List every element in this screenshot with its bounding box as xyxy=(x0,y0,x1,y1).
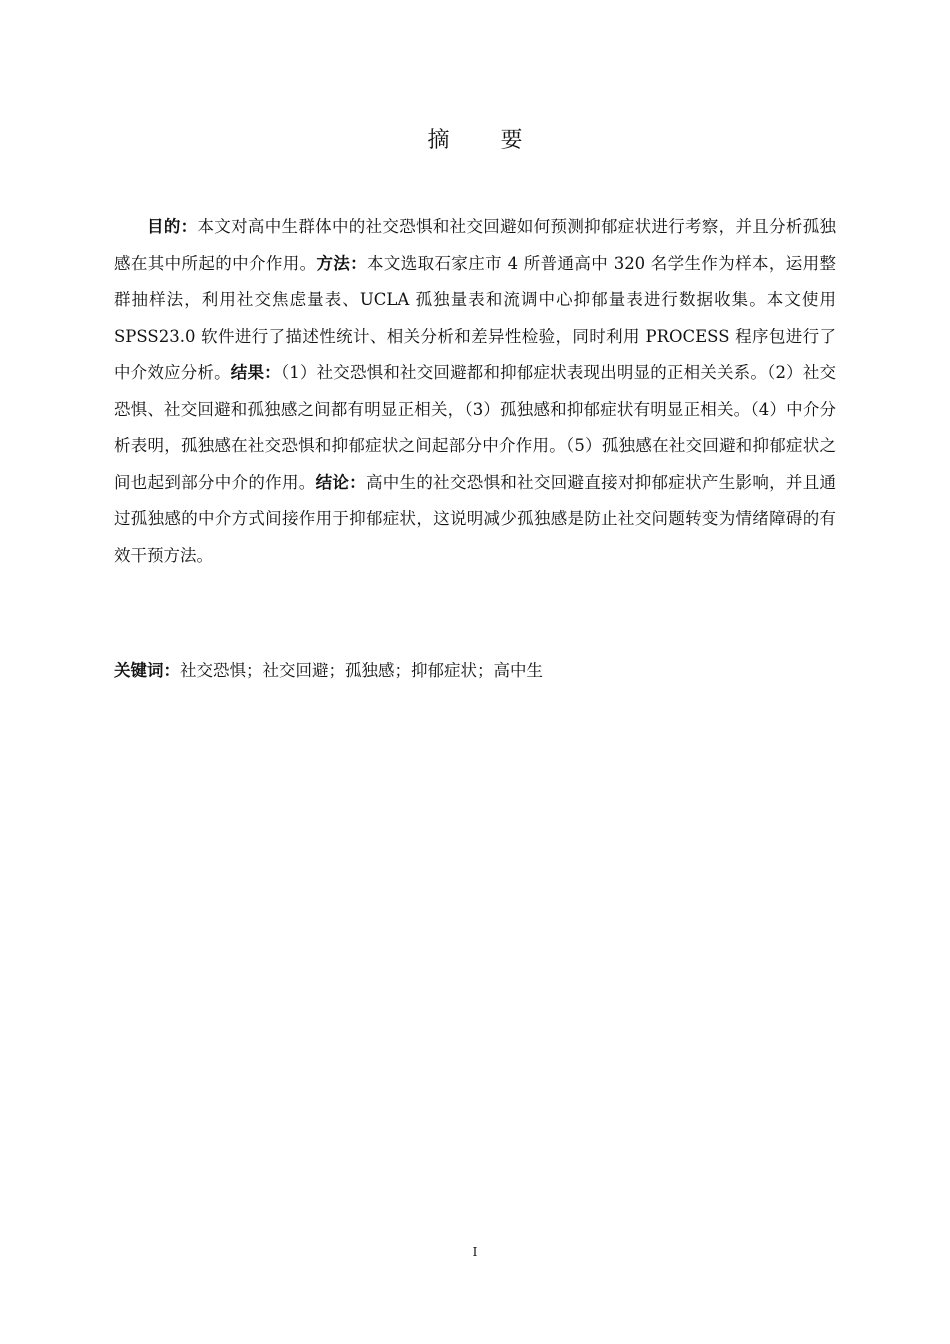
purpose-label: 目的： xyxy=(147,217,198,236)
keywords-line xyxy=(114,653,836,689)
page-number: I xyxy=(472,1245,478,1259)
conclusion-label: 结论： xyxy=(315,472,366,492)
method-label: 方法： xyxy=(316,253,368,273)
method-text: 本文选取石家庄市 4 所普通高中 320 名学生作为样本，运用整群抽样法，利用社交焦虑量表、UCLA 孤独量表和流调中心抑郁量表进行数据收集。本文使用 SPSS23.0 软件进行了描述性统计、相关分析和差异性检验，同时利用 PROCESS 程序包进行了中介效应分析。 xyxy=(114,253,836,382)
abstract-paragraph xyxy=(114,209,836,574)
purpose-text: 本文对高中生群体中的社交恐惧和社交回避如何预测抑郁症状进行考察，并且分析孤独感在其中所起的中介作用。 xyxy=(114,217,836,273)
keywords-label: 关键词： xyxy=(114,661,180,680)
keywords-text: 社交恐惧；社交回避；孤独感；抑郁症状；高中生 xyxy=(180,661,543,680)
result-label: 结果： xyxy=(230,363,281,382)
result-text: （1）社交恐惧和社交回避都和抑郁症状表现出明显的正相关关系。（2）社交恐惧、社交回避和孤独感之间都有明显正相关，（3）孤独感和抑郁症状有明显正相关。（4）中介分析表明，孤独感在社交恐惧和抑郁症状之间起部分中介作用。（5）孤独感在社交回避和抑郁症状之间也起到部分中介的作用。 xyxy=(114,363,837,492)
page-title: 摘 要 xyxy=(427,128,545,153)
conclusion-text: 高中生的社交恐惧和社交回避直接对抑郁症状产生影响，并且通过孤独感的中介方式间接作用于抑郁症状，这说明减少孤独感是防止社交问题转变为情绪障碍的有效干预方法。 xyxy=(114,472,837,565)
